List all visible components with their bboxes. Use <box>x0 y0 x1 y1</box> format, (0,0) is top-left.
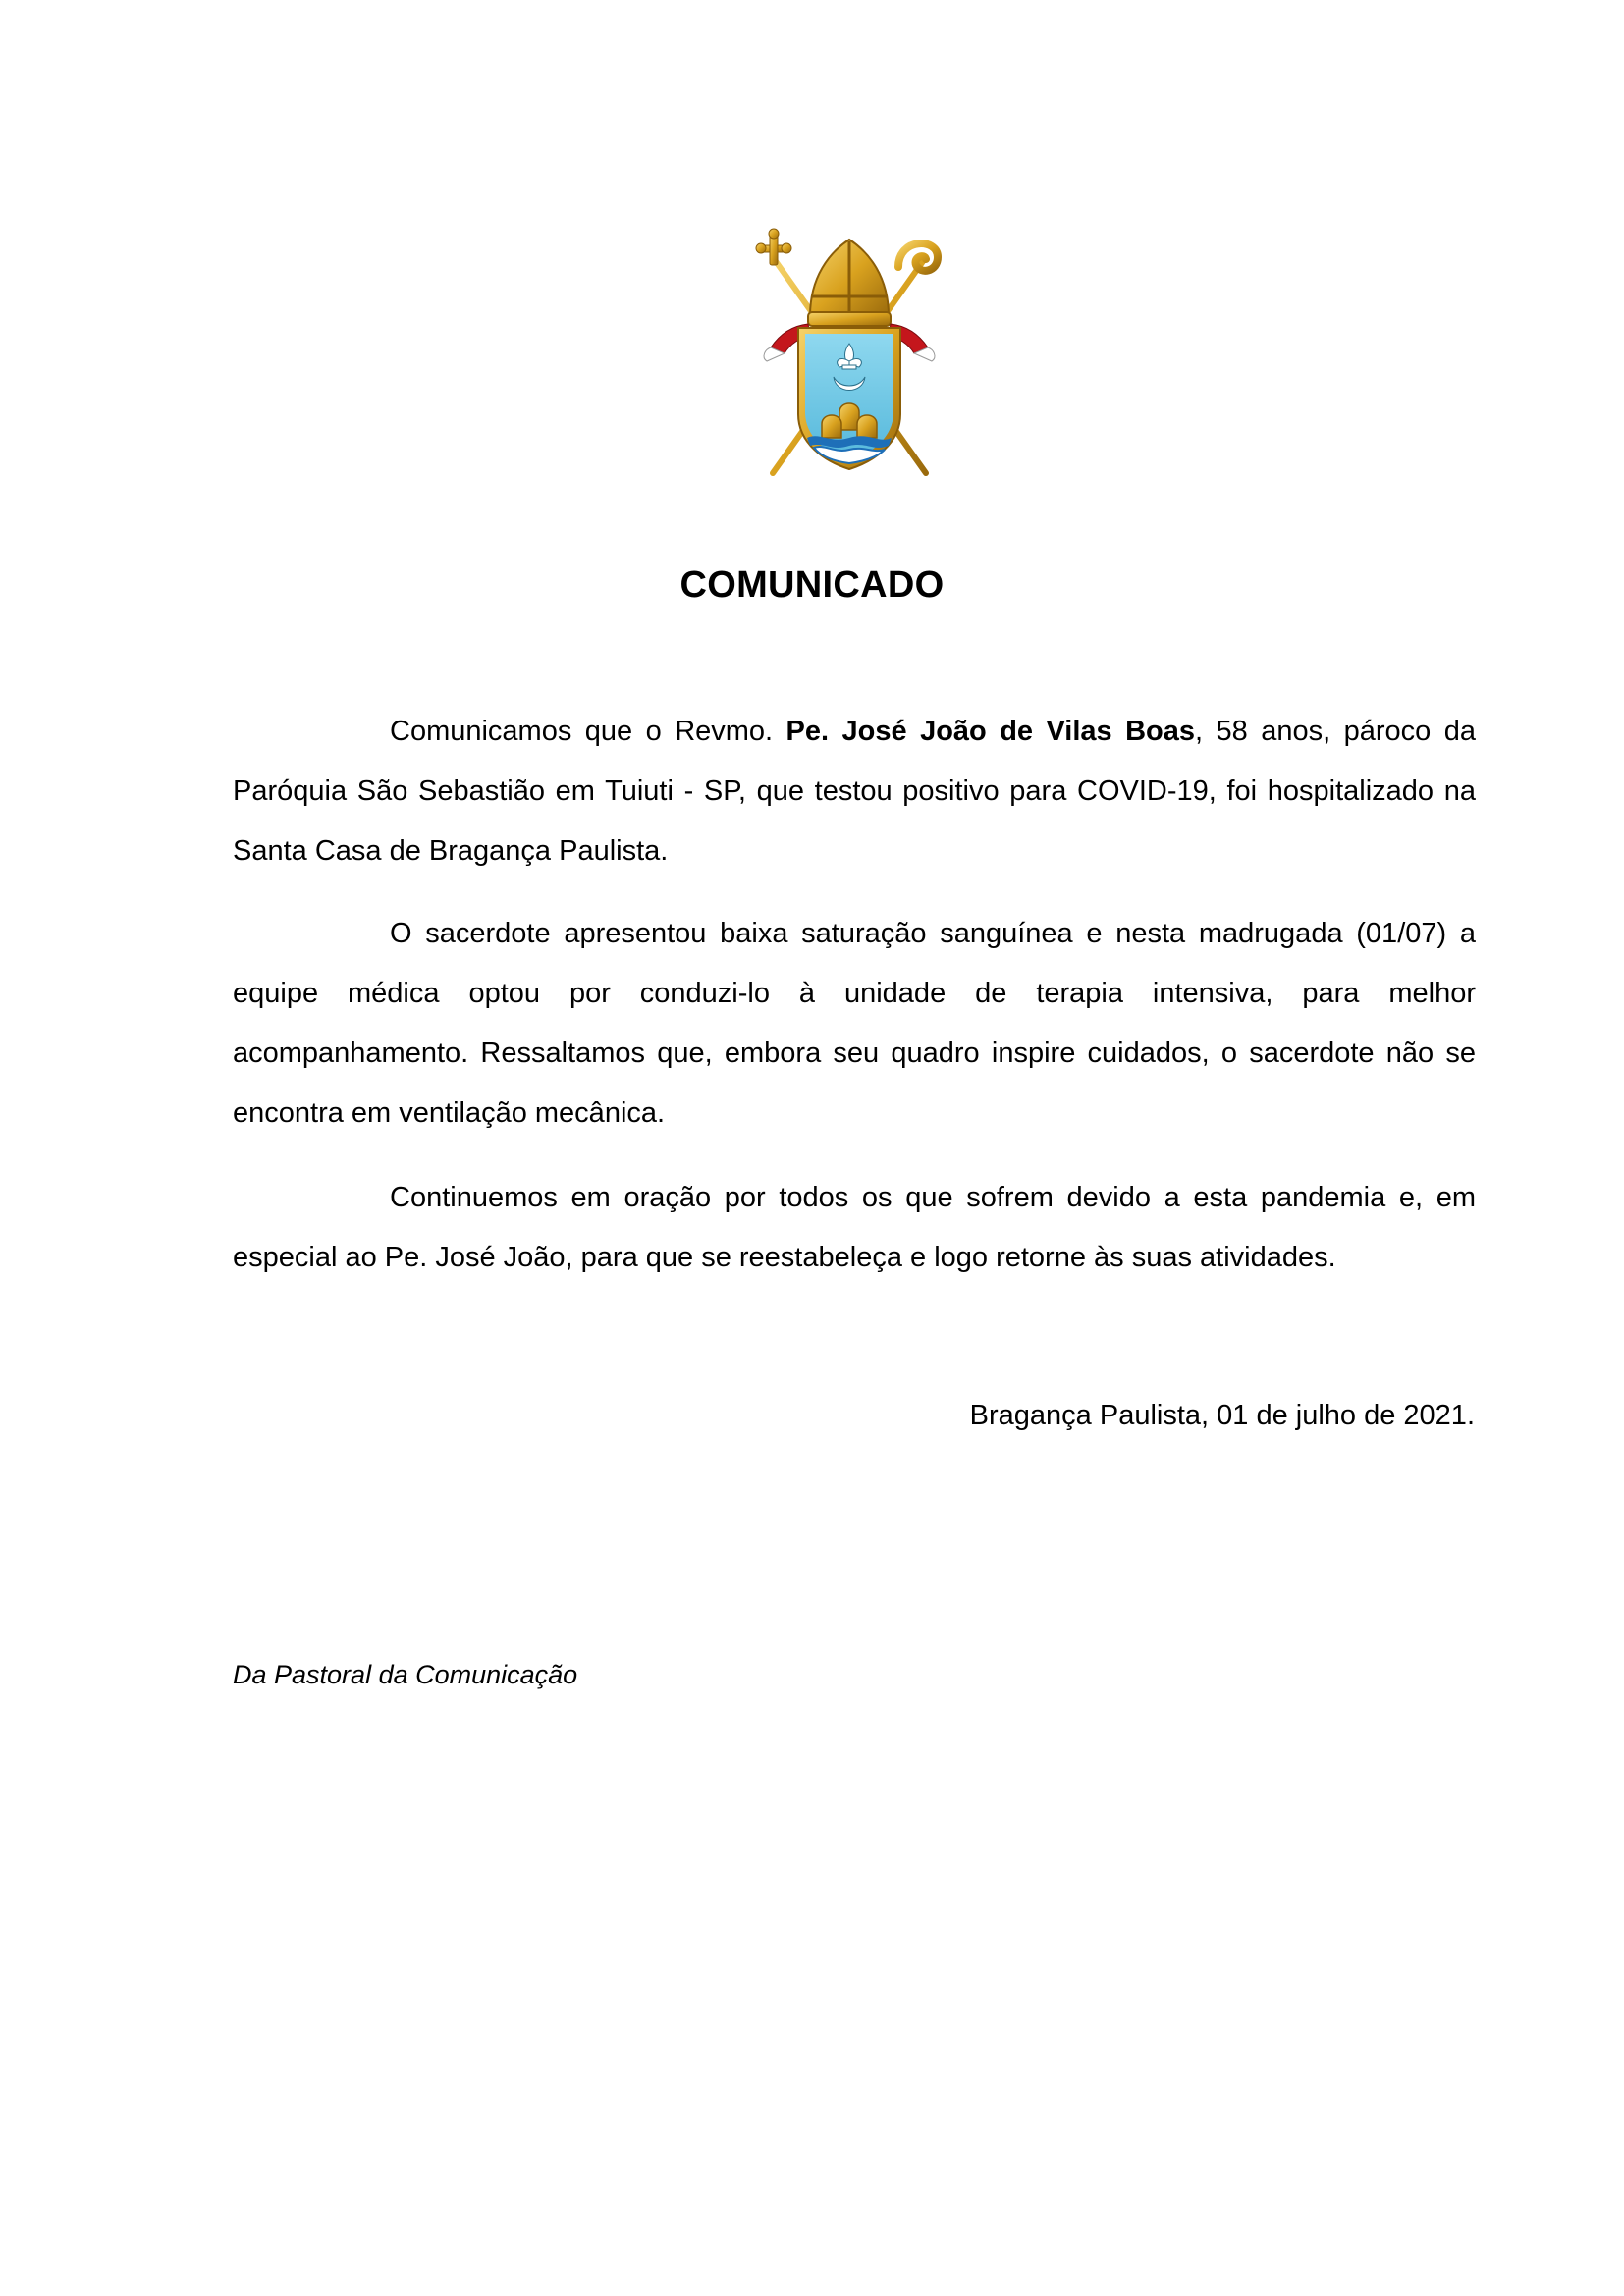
paragraph-prayer: Continuemos em oração por todos os que sofrem devido a esta pandemia e, em especial ao Pe. José João, para que se reestabeleça e logo retorne às suas atividades. <box>233 1182 1476 1273</box>
paragraph-condition: O sacerdote apresentou baixa saturação sanguínea e nesta madrugada (01/07) a equipe médica optou por conduzi-lo à unidade de terapia intensiva, para melhor acompanhamento. Ressaltamos que, embora seu quadro inspire cuidados, o sacerdote não se encontra em ventilação mecânica. <box>233 918 1476 1129</box>
priest-name: Pe. José João de Vilas Boas <box>785 716 1196 747</box>
paragraph-hospitalization <box>233 702 1476 881</box>
paragraph-1-intro: Comunicamos que o Revmo. <box>390 716 786 747</box>
signature: Da Pastoral da Comunicação <box>233 1660 578 1689</box>
coat-of-arms-icon <box>751 228 947 483</box>
paragraph-1-rest: , 58 anos, pároco da Paróquia São Sebastião em Tuiuti - SP, que testou positivo para COVID-19, foi hospitalizado na Santa Casa de Bragança Paulista. <box>233 716 1476 867</box>
date-line: Bragança Paulista, 01 de julho de 2021. <box>969 1400 1475 1431</box>
page-title: COMUNICADO <box>679 564 945 606</box>
